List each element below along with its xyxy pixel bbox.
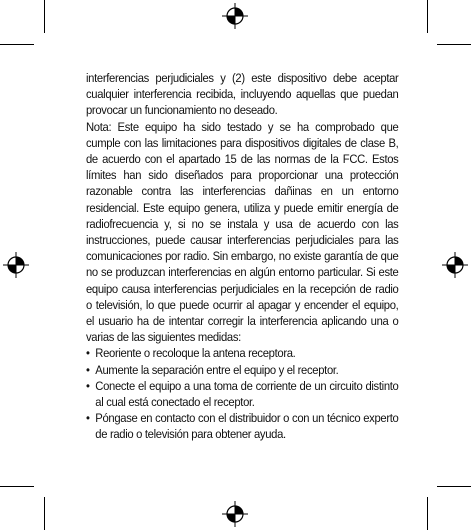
crop-mark-icon	[0, 44, 34, 45]
list-item-text: Reoriente o recoloque la antena receptora.	[95, 346, 296, 361]
registration-mark-icon	[221, 2, 249, 30]
list-item	[86, 345, 398, 361]
bullet-icon: •	[86, 411, 90, 426]
measures-list	[86, 345, 398, 442]
crop-mark-icon	[437, 44, 471, 45]
bullet-icon: •	[86, 378, 90, 393]
crop-mark-icon	[437, 486, 471, 487]
document-body	[86, 70, 398, 443]
bullet-icon: •	[86, 362, 90, 377]
fcc-note-paragraph: Nota: Este equipo ha sido testado y se ha comprobado que cumple con las limitaciones para dispositivos digitales de clase B, de acuerdo con el apartado 15 de las normas de la FCC. Estos límites han sido diseñados para proporcionar una protección razonable contra las interferencias dañinas en un entorno residencial. Este equipo genera, utiliza y puede emitir energía de radiofrecuencia y, si no se instala y usa de acuerdo con las instrucciones, puede causar interferencias perjudiciales para las comunicaciones por radio. Sin embargo, no existe garantía de que no se produzcan interferencias en algún entorno particular. Si este equipo causa interferencias perjudiciales en la recepción de radio o televisión, lo que puede ocurrir al apagar y encender el equipo, el usuario ha de intentar corregir la interferencia aplicando una o varias de las siguientes medidas:	[86, 119, 399, 345]
crop-mark-icon	[427, 0, 428, 33]
registration-mark-icon	[221, 500, 249, 528]
list-item	[86, 410, 398, 442]
registration-mark-icon	[441, 251, 469, 279]
list-item-text: Conecte el equipo a una toma de corriente de un circuito distinto al cual está conectado el receptor.	[95, 378, 399, 410]
list-item	[86, 362, 398, 378]
list-item-text: Póngase en contacto con el distribuidor o con un técnico experto de radio o televisión para obtener ayuda.	[95, 411, 399, 442]
crop-mark-icon	[427, 497, 428, 530]
bullet-icon: •	[86, 346, 90, 361]
crop-mark-icon	[0, 486, 34, 487]
crop-mark-icon	[44, 497, 45, 530]
list-item-text: Aumente la separación entre el equipo y el receptor.	[95, 362, 339, 377]
crop-mark-icon	[44, 0, 45, 33]
registration-mark-icon	[2, 251, 30, 279]
paragraph-continuation: interferencias perjudiciales y (2) este dispositivo debe aceptar cualquier interferencia recibida, incluyendo aquellas que puedan provocar un funcionamiento no deseado.	[86, 71, 399, 118]
list-item	[86, 378, 398, 410]
